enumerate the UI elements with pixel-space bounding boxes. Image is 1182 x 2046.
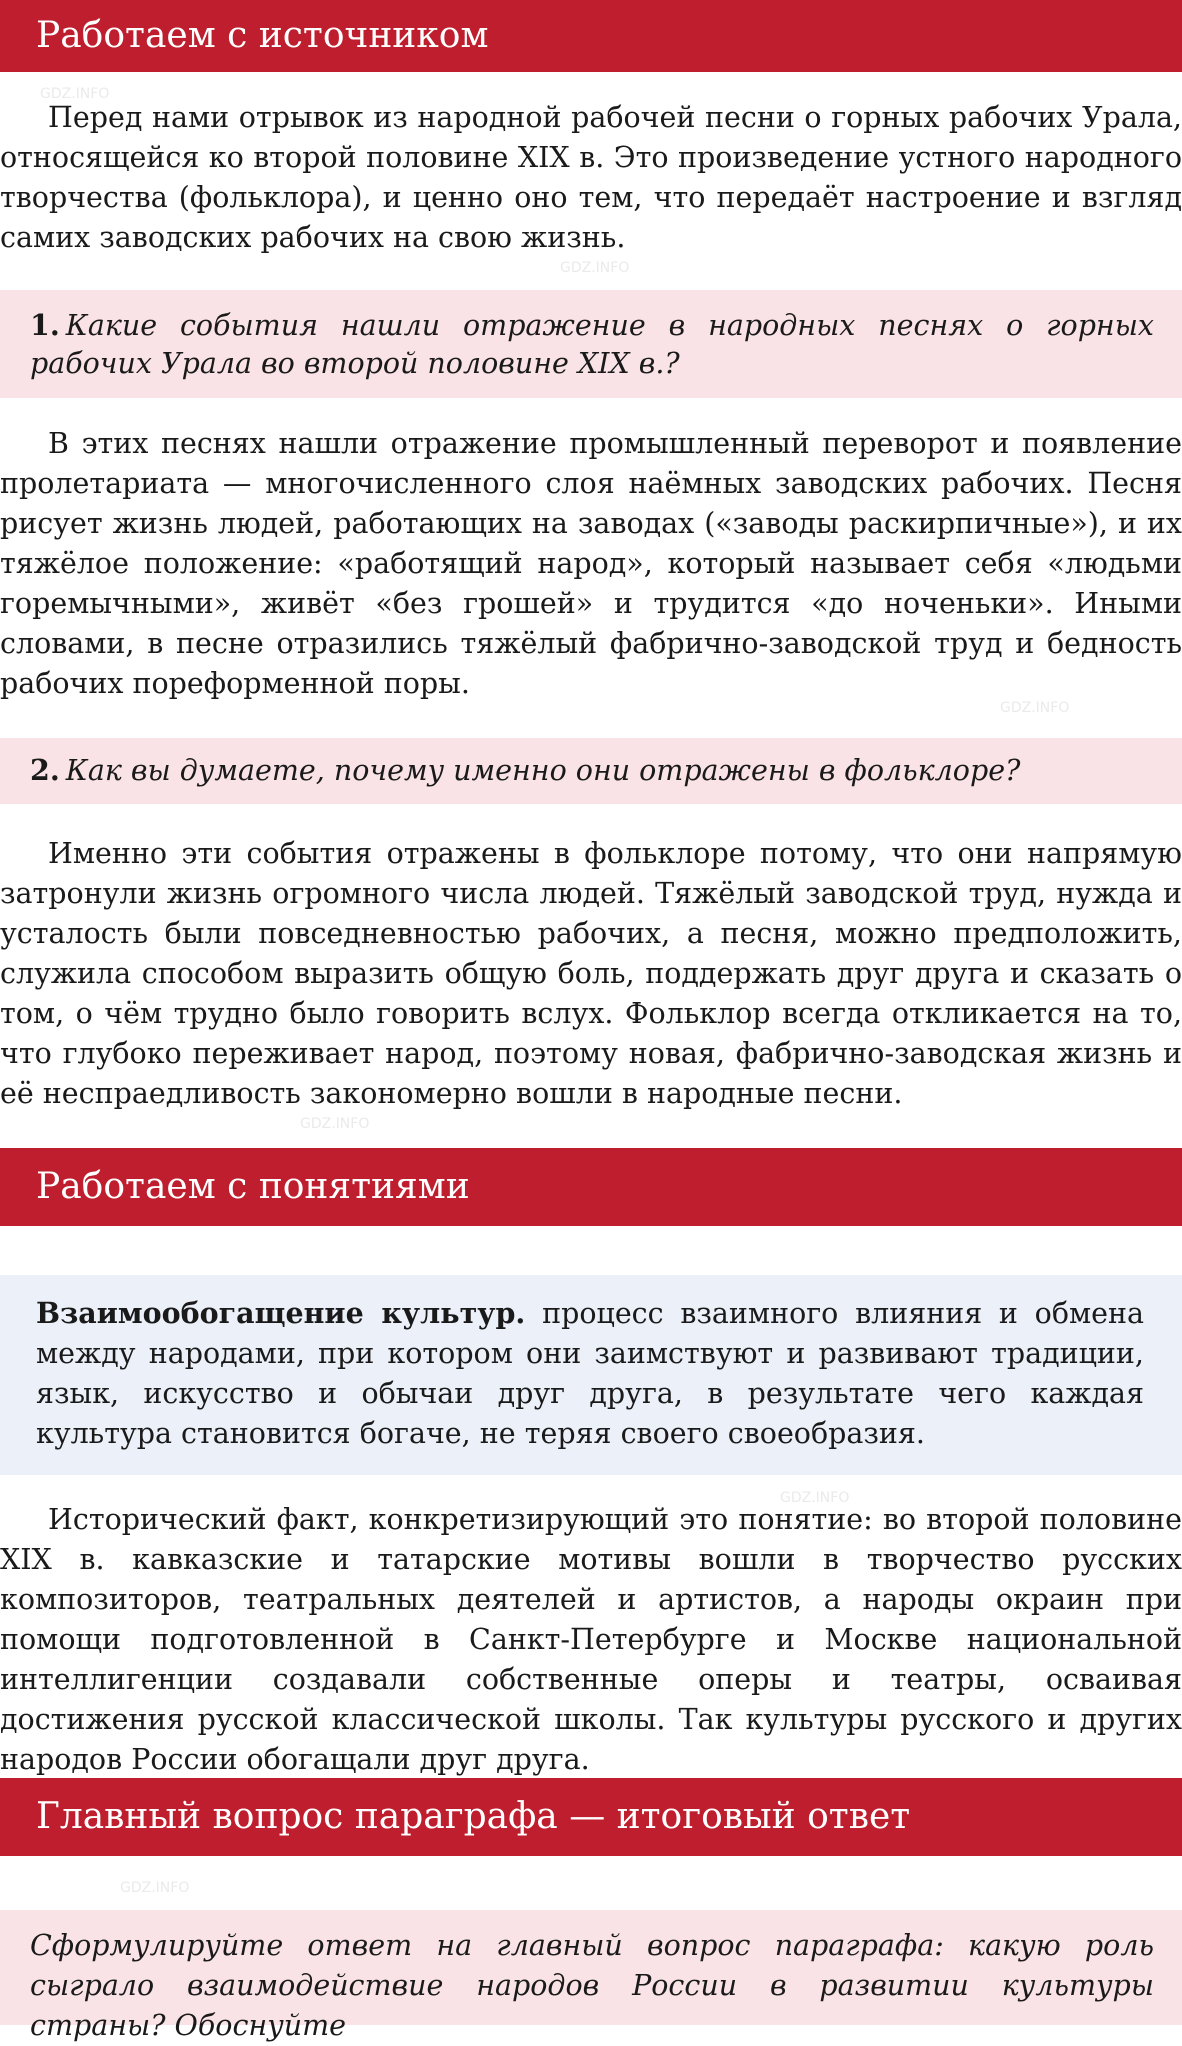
question-number: 1. xyxy=(30,308,60,342)
section-header-main-question xyxy=(0,1778,1182,1856)
answer-2: Именно эти события отражены в фольклоре потому, что они напрямую затронули жизнь огромного числа людей. Тяжёлый заводской труд, нужда и усталость были повседневностью рабочих, а песня, можно предположить, служила способом выразить общую боль, поддержать друг друга и сказать о том, о чём трудно было говорить вслух. Фольклор всегда откликается на то, что глубоко переживает народ, поэтому новая, фабрично-заводская жизнь и её неспраедливость закономерно вошли в народные песни. xyxy=(0,837,1182,1110)
watermark: GDZ.INFO xyxy=(120,1880,190,1896)
section-title: Работаем с источником xyxy=(36,15,489,56)
section-title: Главный вопрос параграфа — итоговый ответ xyxy=(36,1796,911,1837)
question-text: Как вы думаете, почему именно они отражены в фольклоре? xyxy=(65,754,1021,787)
watermark: GDZ.INFO xyxy=(300,1116,370,1132)
question-number: 2. xyxy=(30,753,60,787)
section-header-concepts xyxy=(0,1148,1182,1226)
question-1 xyxy=(30,306,1154,383)
final-task-box xyxy=(0,1910,1182,2042)
intro-paragraph: Перед нами отрывок из народной рабочей песни о горных рабочих Урала, относящейся ко второй половине XIX в. Это произведение устного народного творчества (фольклора), и ценно оно тем, что передаёт настроение и взгляд самих заводских рабочих на свою жизнь. xyxy=(0,101,1182,254)
watermark: GDZ.INFO xyxy=(560,260,630,276)
final-task: Сформулируйте ответ на главный вопрос параграфа: какую роль сыграло взаимодействие народов России в развитии культуры страны? Обоснуйте xyxy=(30,1929,1154,2042)
question-box-2 xyxy=(0,738,1182,804)
watermark: GDZ.INFO xyxy=(780,1490,850,1506)
question-box-1 xyxy=(0,290,1182,398)
definition-text: процесс взаимного влияния и обмена между народами, при котором они заимствуют и развивают традиции, язык, искусство и обычаи друг друга, в результате чего каждая культура становится богаче, не теряя своего своеобразия. xyxy=(36,1297,1144,1450)
historical-fact: Исторический факт, конкретизирующий это понятие: во второй половине XIX в. кавказские и татарские мотивы вошли в творчество русских композиторов, театральных деятелей и артистов, а народы окраин при помощи подготовленной в Санкт-Петербурге и Москве национальной интеллигенции создавали собственные оперы и театры, осваивая достижения русской классической школы. Так культуры русского и других народов России обогащали друг друга. xyxy=(0,1503,1182,1776)
answer-1: В этих песнях нашли отражение промышленный переворот и появление пролетариата — многочисленного слоя наёмных заводских рабочих. Песня рисует жизнь людей, работающих на заводах («заводы раскирпичные»), и их тяжёлое положение: «работящий народ», который называет себя «людьми горемычными», живёт «без грошей» и трудится «до ноченьки». Иными словами, в песне отразились тяжёлый фабрично-заводской труд и бедность рабочих пореформенной поры. xyxy=(0,427,1182,700)
watermark: GDZ.INFO xyxy=(1000,700,1070,716)
section-header-source xyxy=(0,0,1182,72)
section-title: Работаем с понятиями xyxy=(36,1166,470,1207)
definition-box xyxy=(0,1275,1182,1475)
watermark: GDZ.INFO xyxy=(40,86,110,102)
definition xyxy=(36,1293,1144,1454)
question-2 xyxy=(30,751,1154,790)
question-text: Какие события нашли отражение в народных песнях о горных рабочих Урала во второй половине XIX в.? xyxy=(30,309,1154,380)
definition-term: Взаимообогащение культур. xyxy=(36,1296,526,1330)
